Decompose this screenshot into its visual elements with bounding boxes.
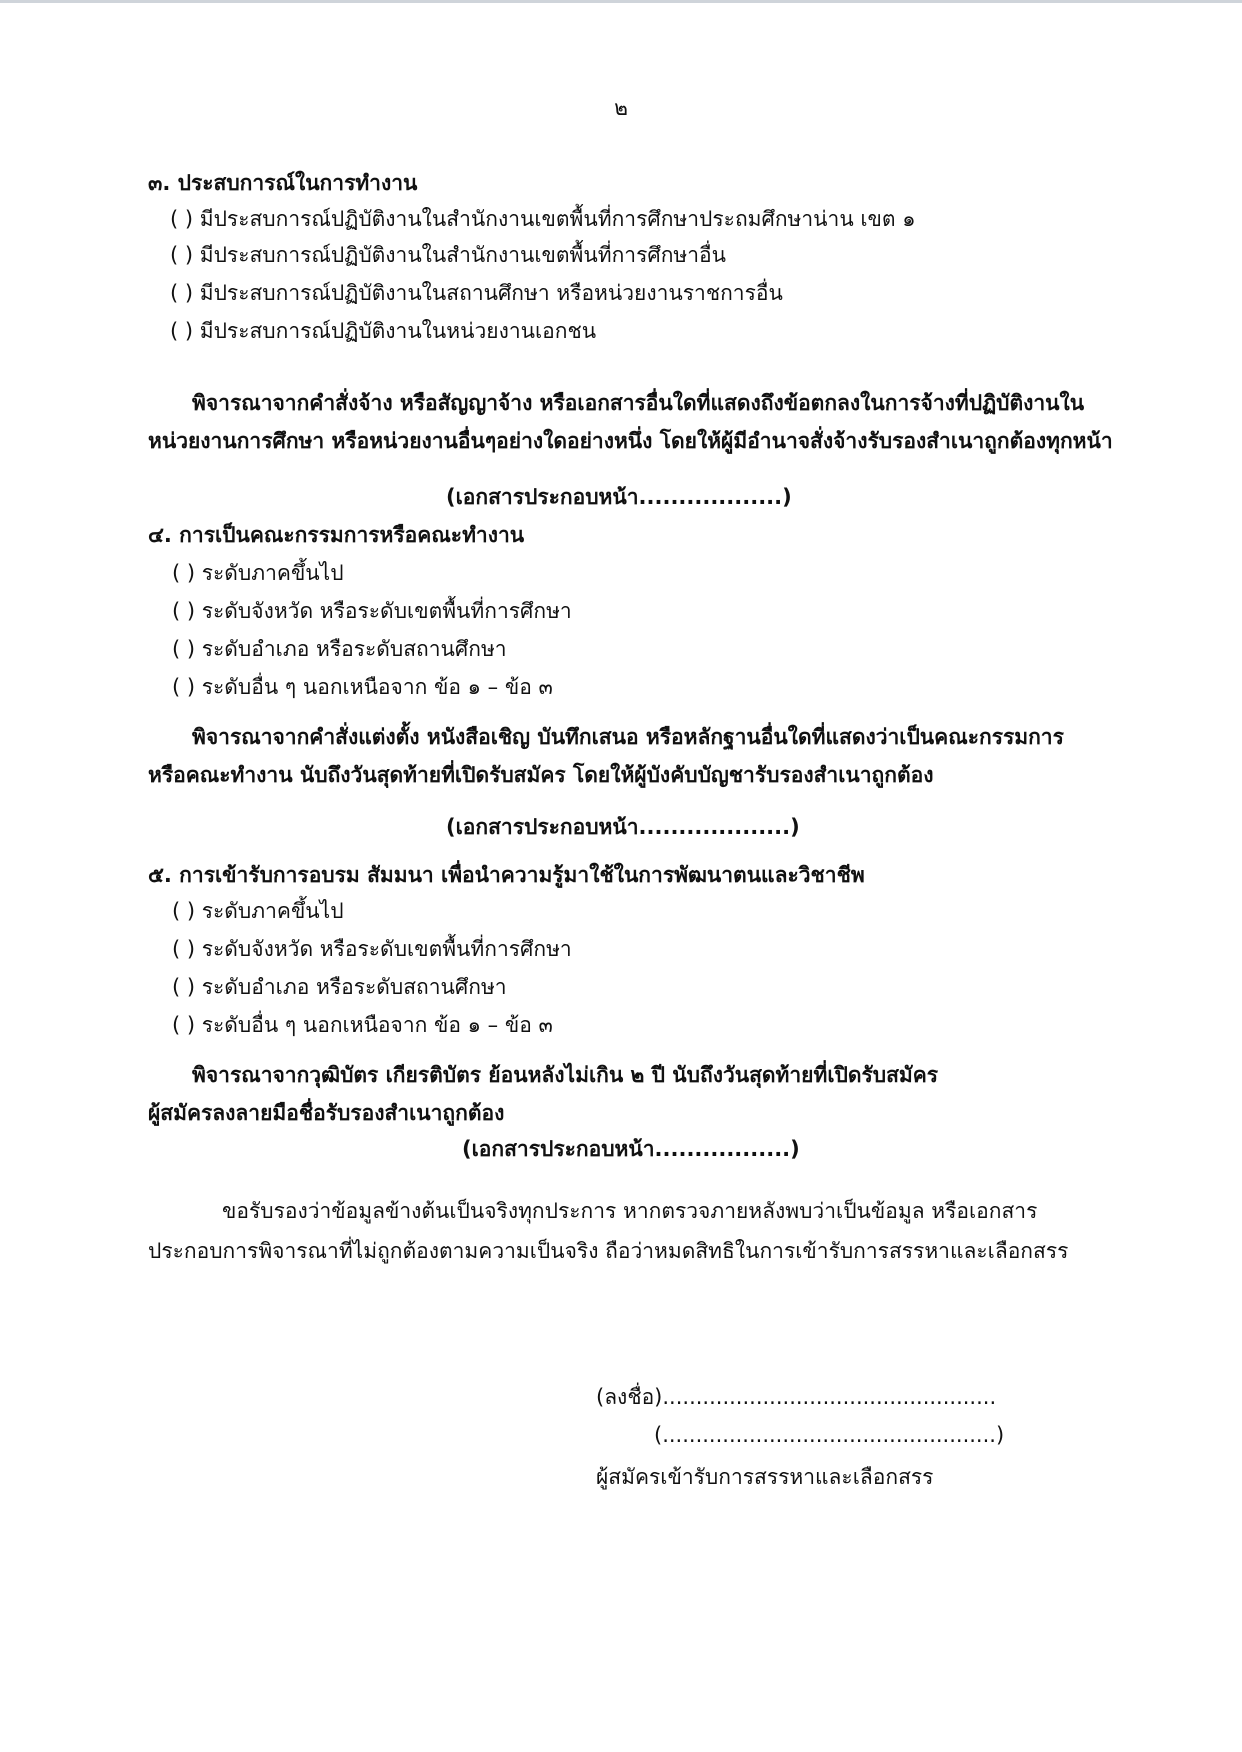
section4-note-line1: พิจารณาจากคำสั่งแต่งตั้ง หนังสือเชิญ บันทึกเสนอ หรือหลักฐานอื่นใดที่แสดงว่าเป็นคณะกรรมการ	[192, 725, 1064, 749]
section5-option-1[interactable]: ( ) ระดับภาคขึ้นไป	[172, 899, 344, 923]
signature-name-line[interactable]: (..................................................)	[654, 1423, 1005, 1447]
certification-line2: ประกอบการพิจารณาที่ไม่ถูกต้องตามความเป็นจริง ถือว่าหมดสิทธิในการเข้ารับการสรรหาและเลือกสรร	[148, 1239, 1069, 1263]
section3-option-3[interactable]: ( ) มีประสบการณ์ปฏิบัติงานในสถานศึกษา หรือหน่วยงานราชการอื่น	[170, 281, 783, 305]
section5-option-3[interactable]: ( ) ระดับอำเภอ หรือระดับสถานศึกษา	[172, 975, 507, 999]
section4-heading: ๔. การเป็นคณะกรรมการหรือคณะทำงาน	[148, 523, 525, 547]
section4-note-line2: หรือคณะทำงาน นับถึงวันสุดท้ายที่เปิดรับสมัคร โดยให้ผู้บังคับบัญชารับรองสำเนาถูกต้อง	[148, 763, 934, 787]
section5-attachment: (เอกสารประกอบหน้า.................)	[462, 1137, 800, 1161]
section3-note-line2: หน่วยงานการศึกษา หรือหน่วยงานอื่นๆอย่างใดอย่างหนึ่ง โดยให้ผู้มีอำนาจสั่งจ้างรับรองสำเนาถูกต้องทุกหน้า	[148, 429, 1113, 453]
section3-option-1[interactable]: ( ) มีประสบการณ์ปฏิบัติงานในสำนักงานเขตพื้นที่การศึกษาประถมศึกษาน่าน เขต ๑	[170, 207, 916, 231]
section5-note-line1: พิจารณาจากวุฒิบัตร เกียรติบัตร ย้อนหลังไม่เกิน ๒ ปี นับถึงวันสุดท้ายที่เปิดรับสมัคร	[192, 1063, 939, 1087]
section4-option-4[interactable]: ( ) ระดับอื่น ๆ นอกเหนือจาก ข้อ ๑ – ข้อ ๓	[172, 675, 553, 699]
section3-note-line1: พิจารณาจากคำสั่งจ้าง หรือสัญญาจ้าง หรือเอกสารอื่นใดที่แสดงถึงข้อตกลงในการจ้างที่ปฏิบัติงานใน	[192, 391, 1085, 415]
section5-option-4[interactable]: ( ) ระดับอื่น ๆ นอกเหนือจาก ข้อ ๑ – ข้อ ๓	[172, 1013, 553, 1037]
section4-option-1[interactable]: ( ) ระดับภาคขึ้นไป	[172, 561, 344, 585]
page-number: ๒	[614, 96, 628, 120]
section3-option-2[interactable]: ( ) มีประสบการณ์ปฏิบัติงานในสำนักงานเขตพื้นที่การศึกษาอื่น	[170, 243, 727, 267]
signature-line[interactable]: (ลงชื่อ)..................................................	[596, 1385, 997, 1409]
section4-option-2[interactable]: ( ) ระดับจังหวัด หรือระดับเขตพื้นที่การศึกษา	[172, 599, 572, 623]
signature-role: ผู้สมัครเข้ารับการสรรหาและเลือกสรร	[596, 1465, 934, 1489]
section3-heading: ๓. ประสบการณ์ในการทำงาน	[148, 171, 418, 195]
section4-attachment: (เอกสารประกอบหน้า...................)	[446, 815, 800, 839]
certification-line1: ขอรับรองว่าข้อมูลข้างต้นเป็นจริงทุกประการ หากตรวจภายหลังพบว่าเป็นข้อมูล หรือเอกสาร	[222, 1199, 1038, 1223]
section5-note-line2: ผู้สมัครลงลายมือชื่อรับรองสำเนาถูกต้อง	[148, 1101, 505, 1125]
scan-edge	[0, 0, 1242, 3]
section5-heading: ๕. การเข้ารับการอบรม สัมมนา เพื่อนำความรู้มาใช้ในการพัฒนาตนและวิชาชีพ	[148, 863, 865, 887]
section3-option-4[interactable]: ( ) มีประสบการณ์ปฏิบัติงานในหน่วยงานเอกชน	[170, 319, 597, 343]
section4-option-3[interactable]: ( ) ระดับอำเภอ หรือระดับสถานศึกษา	[172, 637, 507, 661]
section3-attachment: (เอกสารประกอบหน้า..................)	[446, 485, 792, 509]
section5-option-2[interactable]: ( ) ระดับจังหวัด หรือระดับเขตพื้นที่การศึกษา	[172, 937, 572, 961]
